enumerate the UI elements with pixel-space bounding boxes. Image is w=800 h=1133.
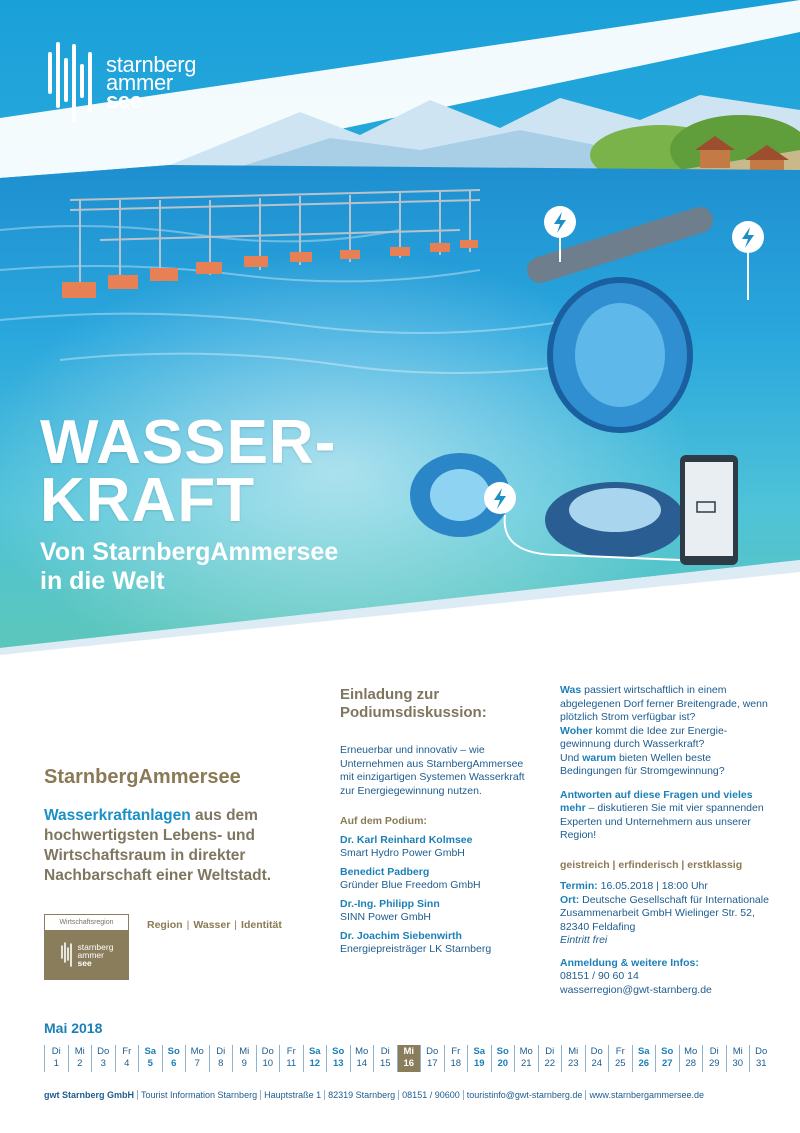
invitation-title-line-1: Einladung zur bbox=[340, 686, 440, 703]
podium-heading: Auf dem Podium: bbox=[340, 815, 427, 827]
calendar-weekday: Di bbox=[709, 1046, 719, 1057]
calendar-weekday: Do bbox=[426, 1046, 439, 1057]
calendar-day bbox=[632, 1045, 656, 1072]
panelist-role: SINN Power GmbH bbox=[340, 911, 432, 923]
calendar-day bbox=[44, 1045, 68, 1072]
logo-mark-icon bbox=[44, 40, 98, 128]
calendar-weekday: Di bbox=[51, 1046, 61, 1057]
tag-separator: | bbox=[186, 919, 190, 931]
badge-wordmark bbox=[78, 943, 114, 967]
contact-heading: Anmeldung & weitere Infos: bbox=[560, 956, 699, 969]
calendar-date: 22 bbox=[544, 1058, 556, 1069]
termin-value: 16.05.2018 | 18:00 Uhr bbox=[597, 880, 708, 892]
q1-keyword: Was bbox=[560, 684, 582, 696]
calendar-day bbox=[373, 1045, 397, 1072]
calendar-date: 18 bbox=[450, 1058, 462, 1069]
footer-city: 82319 Starnberg bbox=[324, 1090, 398, 1100]
calendar-date: 27 bbox=[661, 1058, 673, 1069]
footer-street: Hauptstraße 1 bbox=[260, 1090, 324, 1100]
calendar-weekday: Mo bbox=[519, 1046, 533, 1057]
calendar-date: 30 bbox=[732, 1058, 744, 1069]
calendar-weekday: Di bbox=[545, 1046, 555, 1057]
calendar-day bbox=[256, 1045, 280, 1072]
calendar-weekday: Fr bbox=[286, 1046, 296, 1057]
calendar-weekday: So bbox=[167, 1046, 180, 1057]
calendar-day bbox=[209, 1045, 233, 1072]
invitation-column bbox=[340, 686, 540, 962]
q2-text: kommt die Idee zur Energie-gewinnung durch Wasserkraft? bbox=[560, 724, 728, 750]
calendar-day bbox=[326, 1045, 350, 1072]
calendar-weekday: Do bbox=[590, 1046, 603, 1057]
calendar-weekday: Sa bbox=[473, 1046, 486, 1057]
calendar-date: 1 bbox=[53, 1058, 59, 1069]
questions-column bbox=[560, 684, 770, 997]
calendar-day bbox=[68, 1045, 92, 1072]
calendar-day bbox=[444, 1045, 468, 1072]
footer-email[interactable]: touristinfo@gwt-starnberg.de bbox=[463, 1090, 586, 1100]
calendar-day bbox=[749, 1045, 773, 1072]
calendar-weekday: Mi bbox=[732, 1046, 743, 1057]
footer-tourist-info: Tourist Information Starnberg bbox=[137, 1090, 260, 1100]
calendar-day bbox=[162, 1045, 186, 1072]
calendar-weekday: Do bbox=[261, 1046, 274, 1057]
calendar-weekday: Mi bbox=[239, 1046, 250, 1057]
brand-title: StarnbergAmmersee bbox=[44, 766, 241, 788]
panelist-name: Dr.-Ing. Philipp Sinn bbox=[340, 898, 440, 910]
calendar-date: 15 bbox=[379, 1058, 391, 1069]
tag-identitaet: Identität bbox=[241, 919, 282, 931]
panelist-name: Benedict Padberg bbox=[340, 866, 430, 878]
event-info bbox=[560, 880, 770, 948]
calendar-date: 25 bbox=[614, 1058, 626, 1069]
panelist bbox=[340, 930, 540, 956]
calendar-weekday: Fr bbox=[451, 1046, 461, 1057]
calendar-weekday: Sa bbox=[308, 1046, 321, 1057]
calendar-day bbox=[138, 1045, 162, 1072]
calendar-day bbox=[514, 1045, 538, 1072]
calendar-day bbox=[91, 1045, 115, 1072]
calendar-weekday: Di bbox=[380, 1046, 390, 1057]
calendar-weekday: Fr bbox=[615, 1046, 625, 1057]
logo-line-3: see bbox=[106, 88, 142, 113]
questions-block bbox=[560, 684, 770, 779]
calendar-date: 20 bbox=[497, 1058, 509, 1069]
badge-line-1: starnberg bbox=[77, 942, 114, 952]
calendar-date: 5 bbox=[147, 1058, 153, 1069]
panelist-name: Dr. Karl Reinhard Kolmsee bbox=[340, 834, 473, 846]
calendar-date: 11 bbox=[286, 1058, 297, 1069]
calendar-weekday: Mi bbox=[568, 1046, 579, 1057]
q1-text: passiert wirtschaftlich in einem abgelegenen Dorf ferner Breitengrade, wenn plötzlich Strom verfügbar ist? bbox=[560, 684, 768, 723]
logo-wordmark bbox=[106, 40, 197, 113]
calendar-day bbox=[491, 1045, 515, 1072]
calendar-date: 12 bbox=[309, 1058, 321, 1069]
tag-region: Region bbox=[147, 919, 183, 931]
panelist-name: Dr. Joachim Siebenwirth bbox=[340, 930, 462, 942]
calendar-strip bbox=[44, 1045, 773, 1072]
footer-phone[interactable]: 08151 / 90600 bbox=[398, 1090, 463, 1100]
calendar-date: 26 bbox=[638, 1058, 650, 1069]
footer-website[interactable]: www.starnbergammersee.de bbox=[585, 1090, 707, 1100]
calendar-day bbox=[538, 1045, 562, 1072]
answers-bold: Antworten auf diese Fragen und vieles mehr bbox=[560, 788, 753, 814]
calendar-date: 10 bbox=[262, 1058, 274, 1069]
subheadline-line-1: Von StarnbergAmmersee bbox=[40, 538, 339, 566]
calendar-weekday: So bbox=[332, 1046, 345, 1057]
calendar-day bbox=[608, 1045, 632, 1072]
calendar-weekday: So bbox=[496, 1046, 509, 1057]
calendar-date: 23 bbox=[567, 1058, 579, 1069]
calendar-date: 2 bbox=[77, 1058, 83, 1069]
q3-keyword: warum bbox=[582, 751, 617, 764]
calendar-day bbox=[726, 1045, 750, 1072]
calendar-weekday: Mi bbox=[403, 1046, 415, 1057]
invitation-title bbox=[340, 686, 540, 722]
calendar-weekday: Sa bbox=[144, 1046, 157, 1057]
ort-value: Deutsche Gesellschaft für Internationale Zusammenarbeit GmbH Wielinger Str. 52, 82340 Feldafing bbox=[560, 893, 769, 933]
calendar-date: 19 bbox=[473, 1058, 485, 1069]
contact-block bbox=[560, 957, 770, 998]
subheadline-line-2: in die Welt bbox=[40, 567, 165, 595]
panelist-role: Smart Hydro Power GmbH bbox=[340, 847, 465, 859]
headline bbox=[40, 408, 339, 596]
q3-text: bieten Wellen beste Bedingungen für Stromgewinnung? bbox=[560, 751, 725, 777]
q3-prefix: Und bbox=[560, 751, 583, 764]
calendar-date: 4 bbox=[124, 1058, 130, 1069]
contact-phone[interactable]: 08151 / 90 60 14 bbox=[560, 970, 639, 982]
calendar-day bbox=[232, 1045, 256, 1072]
calendar-date: 13 bbox=[332, 1058, 344, 1069]
calendar-weekday: So bbox=[661, 1046, 674, 1057]
calendar-date: 6 bbox=[171, 1058, 177, 1069]
calendar-day bbox=[655, 1045, 679, 1072]
calendar-date: 9 bbox=[241, 1058, 247, 1069]
logo bbox=[44, 40, 196, 128]
calendar-day bbox=[279, 1045, 303, 1072]
calendar-day bbox=[303, 1045, 327, 1072]
calendar-day bbox=[702, 1045, 726, 1072]
calendar-weekday: Fr bbox=[122, 1046, 132, 1057]
calendar-day bbox=[420, 1045, 444, 1072]
answers-text: – diskutieren Sie mit vier spannenden Experten und Unternehmern aus unserer Region! bbox=[560, 802, 764, 841]
badge-line-3: see bbox=[77, 958, 92, 968]
calendar-date: 31 bbox=[755, 1058, 767, 1069]
calendar-weekday: Sa bbox=[637, 1046, 650, 1057]
footer bbox=[44, 1090, 707, 1100]
calendar-date: 28 bbox=[685, 1058, 697, 1069]
calendar-day bbox=[350, 1045, 374, 1072]
panelist bbox=[340, 834, 540, 860]
ort-label: Ort: bbox=[560, 893, 580, 906]
calendar-date: 21 bbox=[520, 1058, 532, 1069]
calendar-title: Mai 2018 bbox=[44, 1020, 103, 1036]
calendar-weekday: Mi bbox=[74, 1046, 85, 1057]
badge-top-label: Wirtschaftsregion bbox=[45, 915, 128, 931]
headline-line-2: KRAFT bbox=[40, 466, 256, 535]
region-badge bbox=[44, 914, 129, 980]
calendar-date: 3 bbox=[100, 1058, 106, 1069]
contact-email[interactable]: wasserregion@gwt-starnberg.de bbox=[560, 983, 712, 996]
panelist bbox=[340, 866, 540, 892]
eintritt-frei: Eintritt frei bbox=[560, 934, 608, 946]
q2-keyword: Woher bbox=[560, 724, 593, 737]
tagline: geistreich | erfinderisch | erstklassig bbox=[560, 858, 743, 871]
panelist-role: Gründer Blue Freedom GmbH bbox=[340, 879, 481, 891]
logo-line-2: ammer bbox=[106, 70, 173, 95]
calendar-weekday: Do bbox=[755, 1046, 768, 1057]
calendar-date: 16 bbox=[403, 1058, 415, 1069]
panelist bbox=[340, 898, 540, 924]
logo-line-1: starnberg bbox=[106, 52, 197, 77]
calendar-date: 7 bbox=[194, 1058, 200, 1069]
badge-line-2: ammer bbox=[77, 950, 104, 960]
calendar-weekday: Do bbox=[97, 1046, 110, 1057]
calendar-day bbox=[561, 1045, 585, 1072]
calendar-day bbox=[585, 1045, 609, 1072]
calendar-date: 14 bbox=[356, 1058, 368, 1069]
badge-logo-mark-icon bbox=[60, 942, 74, 968]
invitation-title-line-2: Podiumsdiskussion: bbox=[340, 704, 487, 721]
brand-lead-highlight: Wasserkraftanlagen bbox=[44, 807, 191, 824]
region-tags bbox=[147, 919, 282, 931]
badge-logo bbox=[45, 931, 128, 979]
headline-line-1: WASSER- bbox=[40, 408, 337, 477]
calendar-date: 24 bbox=[591, 1058, 603, 1069]
footer-company: gwt Starnberg GmbH bbox=[44, 1090, 135, 1100]
tag-separator: | bbox=[234, 919, 238, 931]
answers-block bbox=[560, 789, 770, 843]
calendar-weekday: Di bbox=[216, 1046, 226, 1057]
panelist-role: Energiepreisträger LK Starnberg bbox=[340, 943, 492, 955]
calendar-day bbox=[467, 1045, 491, 1072]
invitation-intro: Erneuerbar und innovativ – wie Unternehmen aus StarnbergAmmersee mit einzigartigen Systemen Wasserkraft zur Energiegewinnung nutzen. bbox=[340, 744, 525, 797]
calendar-date: 29 bbox=[708, 1058, 720, 1069]
calendar-weekday: Mo bbox=[684, 1046, 698, 1057]
brand-lead bbox=[44, 806, 314, 886]
tag-wasser: Wasser bbox=[193, 919, 231, 931]
calendar-weekday: Mo bbox=[190, 1046, 204, 1057]
calendar-day bbox=[185, 1045, 209, 1072]
termin-label: Termin: bbox=[560, 880, 598, 892]
calendar-day bbox=[115, 1045, 139, 1072]
calendar-date: 8 bbox=[218, 1058, 224, 1069]
calendar-date: 17 bbox=[426, 1058, 438, 1069]
calendar-weekday: Mo bbox=[355, 1046, 369, 1057]
calendar-day bbox=[397, 1045, 421, 1072]
calendar-day bbox=[679, 1045, 703, 1072]
brand-lead-text: aus dem hochwertigsten Lebens- und Wirtschaftsraum in direkter Nachbarschaft einer Weltstadt. bbox=[44, 807, 272, 884]
